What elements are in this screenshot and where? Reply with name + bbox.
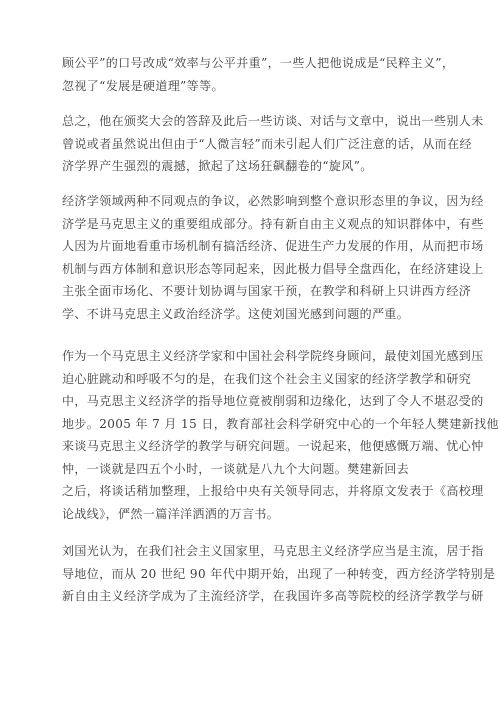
text-line: 导地位，而从 20 世纪 90 年代中期开始，出现了一种转变，西方经济学特别是 xyxy=(62,566,496,581)
text-line: 经济学领域两种不同观点的争议，必然影响到整个意识形态里的争议，因为经 xyxy=(62,194,484,208)
text-line: 济学界产生强烈的震撼，掀起了这场狂飙翻卷的“旋风”。 xyxy=(62,159,373,173)
text-line: 刘国光认为，在我们社会主义国家里，马克思主义经济学应当是主流，居于指 xyxy=(62,544,484,558)
text-line: 主张全面市场化、不要计划协调与国家干预，在教学和科研上只讲西方经济 xyxy=(62,284,472,298)
paragraph-5 xyxy=(62,480,484,525)
paragraph-6 xyxy=(62,540,496,608)
paragraph-1 xyxy=(62,52,455,97)
text-line: 总之，他在颁奖大会的答辞及此后一些访谈、对话与文章中，说出一些别人未 xyxy=(62,114,484,128)
text-line: 机制与西方体制和意识形态等同起来，因此极力倡导全盘西化，在经济建设上 xyxy=(62,261,484,276)
text-line: 作为一个马克思主义经济学家和中国社会科学院终身顾问，最使刘国光感到压 xyxy=(62,349,484,363)
text-line: 新自由主义经济学成为了主流经济学，在我国许多高等院校的经济学教学与研 xyxy=(62,589,484,603)
text-line: 忡，一谈就是四五个小时，一谈就是八九个大问题。樊建新回去 xyxy=(62,461,410,476)
text-line: 曾说或者虽然说出但由于“人微言轻”而未引起人们广泛注意的话，从而在经 xyxy=(62,136,472,151)
paragraph-4 xyxy=(62,345,499,480)
text-line: 人因为片面地看重市场机制有搞活经济、促进生产力发展的作用，从而把市场 xyxy=(62,239,484,253)
text-line: 中，马克思主义经济学的指导地位竟被削弱和边缘化，达到了令人不堪忍受的 xyxy=(62,394,484,408)
text-line: 济学是马克思主义的重要组成部分。持有新自由主义观点的知识群体中，有些 xyxy=(62,216,484,231)
text-line: 迫心脏跳动和呼吸不匀的是，在我们这个社会主义国家的经济学教学和研究 xyxy=(62,371,472,386)
text-line: 顾公平”的口号改成“效率与公平并重”，一些人把他说成是“民粹主义”， xyxy=(62,56,455,70)
paragraph-3 xyxy=(62,190,484,325)
text-line: 学、不讲马克思主义政治经济学。这使刘国光感到问题的严重。 xyxy=(62,306,410,321)
text-line: 之后，将谈话稍加整理，上报给中央有关领导同志，并将原文发表于《高校理 xyxy=(62,484,484,498)
text-line: 论战线》，俨然一篇洋洋洒洒的万言书。 xyxy=(62,506,280,521)
paragraph-2 xyxy=(62,110,484,178)
text-line: 来谈马克思主义经济学的教学与研究问题。一说起来，他便感慨万端、忧心忡 xyxy=(62,439,484,453)
text-line: 地步。2005 年 7 月 15 日，教育部社会科学研究中心的一个年轻人樊建新找他 xyxy=(62,416,499,431)
text-line: 忽视了“发展是硬道理”等等。 xyxy=(62,78,224,93)
